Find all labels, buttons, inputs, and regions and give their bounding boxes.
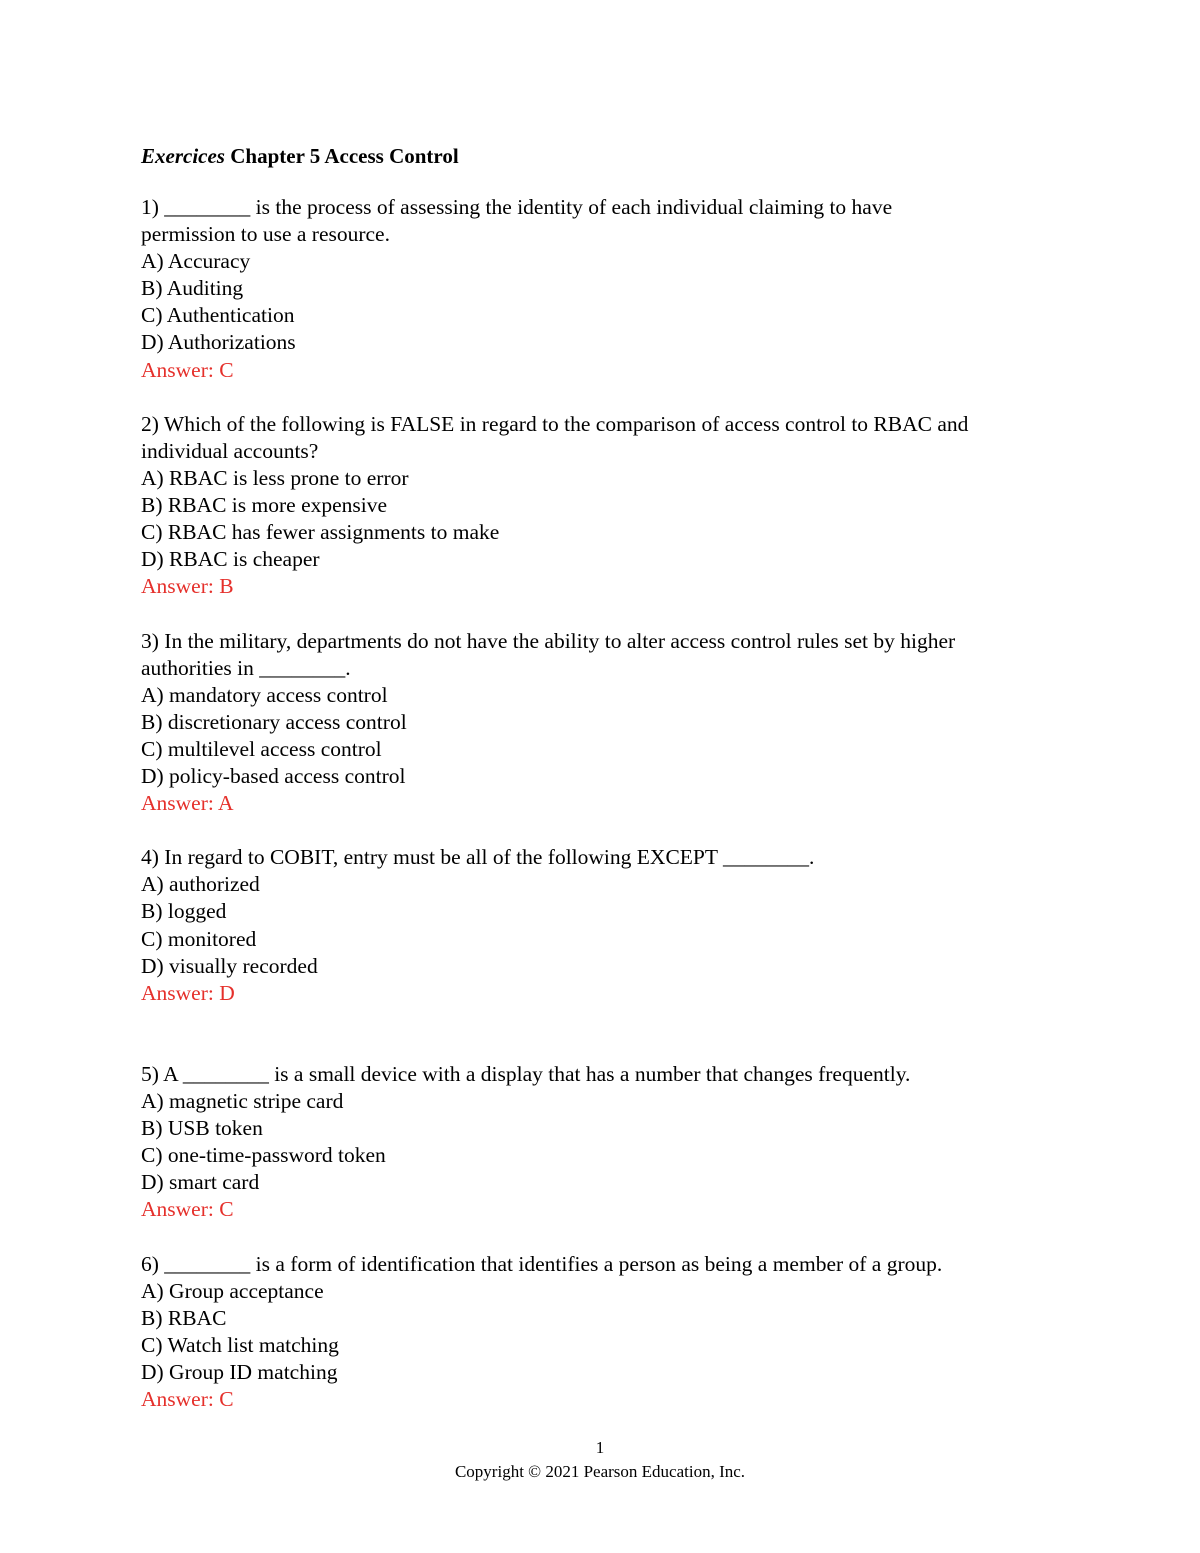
option-c: C) RBAC has fewer assignments to make (141, 520, 500, 545)
question-text-line: individual accounts? (141, 438, 319, 463)
question-3 (141, 628, 1081, 818)
option-d: D) Authorizations (141, 330, 296, 355)
question-2 (141, 411, 1081, 601)
answer-text: Answer: C (141, 357, 234, 382)
option-c: C) Watch list matching (141, 1332, 339, 1357)
question-1 (141, 194, 1081, 384)
answer-text: Answer: B (141, 574, 234, 599)
option-d: D) Group ID matching (141, 1360, 338, 1385)
option-a: A) Group acceptance (141, 1278, 324, 1303)
question-text-line: 6) ________ is a form of identification that identifies a person as being a member of a group. (141, 1251, 943, 1276)
option-b: B) logged (141, 899, 227, 924)
document-page (141, 140, 1081, 1413)
option-a: A) mandatory access control (141, 682, 388, 707)
copyright-notice: Copyright © 2021 Pearson Education, Inc. (454, 1462, 746, 1481)
option-c: C) multilevel access control (141, 736, 382, 761)
option-d: D) smart card (141, 1170, 260, 1195)
option-b: B) discretionary access control (141, 709, 407, 734)
option-b: B) RBAC is more expensive (141, 493, 388, 518)
option-b: B) Auditing (141, 276, 244, 301)
option-b: B) USB token (141, 1116, 263, 1141)
title-prefix: Exercices (141, 144, 225, 168)
question-text-line: 5) A ________ is a small device with a display that has a number that changes frequently. (141, 1062, 911, 1086)
page-footer (0, 1436, 1200, 1484)
answer-text: Answer: C (141, 1387, 234, 1412)
question-text-line: 3) In the military, departments do not have the ability to alter access control rules set by higher (141, 628, 956, 653)
option-c: C) monitored (141, 926, 257, 951)
title-rest: Chapter 5 Access Control (224, 144, 459, 168)
option-d: D) visually recorded (141, 953, 318, 978)
page-title (141, 140, 1081, 173)
question-text-line: permission to use a resource. (141, 222, 390, 247)
option-a: A) authorized (141, 872, 260, 897)
option-c: C) one-time-password token (141, 1143, 386, 1168)
answer-text: Answer: D (141, 980, 235, 1005)
question-text-line: 1) ________ is the process of assessing the identity of each individual claiming to have (141, 195, 893, 219)
option-a: A) RBAC is less prone to error (141, 465, 409, 490)
question-text-line: 2) Which of the following is FALSE in regard to the comparison of access control to RBAC and (141, 411, 969, 436)
page-number: 1 (595, 1438, 605, 1457)
option-d: D) policy-based access control (141, 763, 406, 788)
answer-text: Answer: A (141, 791, 234, 816)
option-c: C) Authentication (141, 303, 295, 328)
option-a: A) magnetic stripe card (141, 1089, 344, 1114)
question-5 (141, 1061, 1081, 1224)
question-text-line: 4) In regard to COBIT, entry must be all of the following EXCEPT ________. (141, 845, 815, 870)
question-6 (141, 1251, 1081, 1414)
question-4 (141, 844, 1081, 1007)
question-text-line: authorities in ________. (141, 655, 351, 680)
option-b: B) RBAC (141, 1305, 227, 1330)
option-a: A) Accuracy (141, 249, 251, 274)
option-d: D) RBAC is cheaper (141, 547, 320, 572)
answer-text: Answer: C (141, 1197, 234, 1222)
